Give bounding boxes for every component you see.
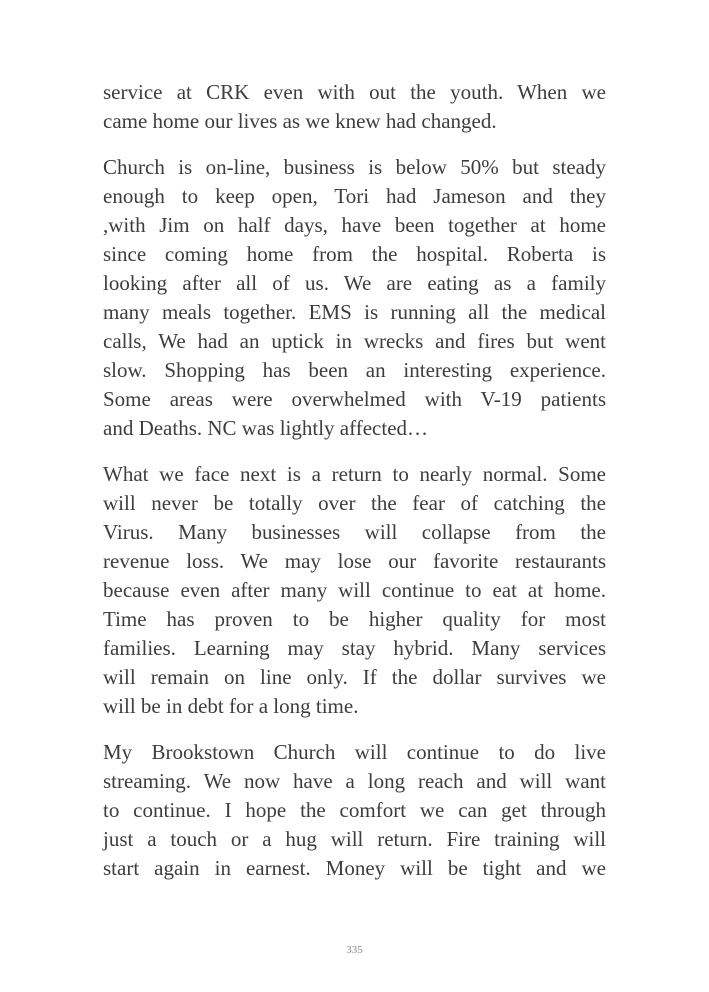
text-line: since coming home from the hospital. Roberta is — [103, 242, 606, 266]
text-line: and Deaths. NC was lightly affected… — [103, 416, 429, 440]
text-line: Some areas were overwhelmed with V-19 patients — [103, 387, 606, 411]
text-line: service at CRK even with out the youth. When we — [103, 80, 606, 104]
page-content — [103, 78, 606, 900]
text-line: My Brookstown Church will continue to do live — [103, 740, 606, 764]
paragraph — [103, 78, 606, 136]
text-line: revenue loss. We may lose our favorite restaurants — [103, 549, 606, 573]
text-line: will be in debt for a long time. — [103, 694, 359, 718]
paragraph — [103, 460, 606, 721]
text-line: just a touch or a hug will return. Fire training will — [103, 827, 606, 851]
text-line: will remain on line only. If the dollar survives we — [103, 665, 606, 689]
text-line: slow. Shopping has been an interesting experience. — [103, 358, 606, 382]
page-number: 335 — [346, 944, 363, 956]
text-line: came home our lives as we knew had changed. — [103, 109, 497, 133]
text-line: calls, We had an uptick in wrecks and fires but went — [103, 329, 606, 353]
text-line: looking after all of us. We are eating as a family — [103, 271, 606, 295]
text-line: will never be totally over the fear of catching the — [103, 491, 606, 515]
text-line: to continue. I hope the comfort we can get through — [103, 798, 606, 822]
text-line: Virus. Many businesses will collapse from the — [103, 520, 606, 544]
text-line: What we face next is a return to nearly normal. Some — [103, 462, 606, 486]
text-line: Church is on-line, business is below 50% but steady — [103, 155, 606, 179]
text-line: start again in earnest. Money will be tight and we — [103, 856, 606, 880]
text-line: families. Learning may stay hybrid. Many services — [103, 636, 606, 660]
text-line: ,with Jim on half days, have been together at home — [103, 213, 606, 237]
text-line: many meals together. EMS is running all the medical — [103, 300, 606, 324]
paragraph — [103, 153, 606, 443]
paragraph — [103, 738, 606, 883]
text-line: Time has proven to be higher quality for most — [103, 607, 606, 631]
text-line: streaming. We now have a long reach and will want — [103, 769, 606, 793]
text-line: because even after many will continue to eat at home. — [103, 578, 606, 602]
text-line: enough to keep open, Tori had Jameson and they — [103, 184, 606, 208]
